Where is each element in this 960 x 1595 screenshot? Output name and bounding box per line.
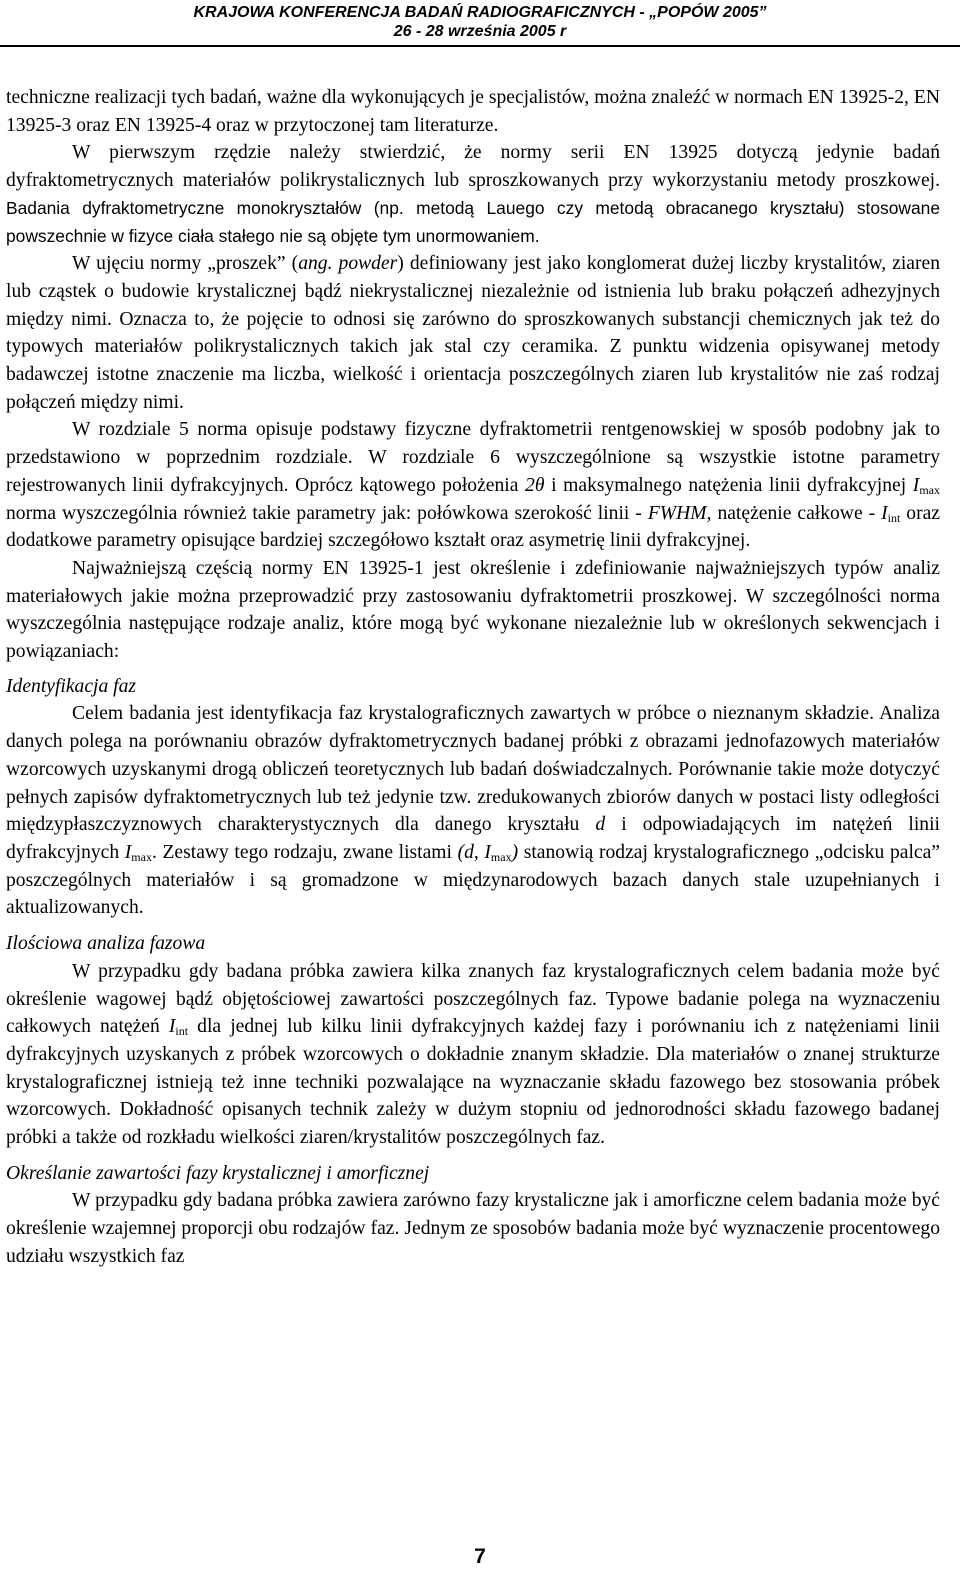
paragraph-continuation <box>6 84 940 139</box>
paragraph-text: norma wyszczególnia również takie parametry jak: połówkowa szerokość linii - <box>6 502 648 524</box>
paragraph-text: Najważniejszą częścią normy EN 13925-1 jest określenie i zdefiniowanie najważniejszych typów analiz materiałowych jakie można przeprowadzić przy zastosowaniu dyfraktometrii proszkowej. W szczególności norma wyszczególnia następujące rodzaje analiz, które mogą być wykonane niezależnie lub w określonych sekwencjach i powiązaniach: <box>6 557 940 663</box>
paragraph-crystalline-amorphous <box>6 1187 940 1270</box>
symbol-i: I <box>124 841 132 863</box>
paragraph-text-sans: Badania dyfraktometryczne monokryształów (np. metodą Lauego czy metodą obracanego kryształu) stosowane powszechnie w fizyce ciała stałego nie są objęte tym unormowaniem. <box>6 197 940 246</box>
paragraph-text: W pierwszym rzędzie należy stwierdzić, że normy serii EN 13925 dotyczą jedynie badań dyfraktometrycznych materiałów polikrystalicznych lub sproszkowanych przy wykorzystaniu metody proszkowej. <box>6 142 940 192</box>
symbol-i: I <box>881 502 888 524</box>
paragraph-text: Celem badania jest identyfikacja faz krystalograficznych zawartych w próbce o nieznanym składzie. Analiza danych polega na porównaniu obrazów dyfraktometrycznych badanej próbki z obrazami jednofazowych materiałów wzorcowych uzyskanymi drogą obliczeń teoretycznych lub badań doświadczalnych. Porównanie takie może dotyczyć pełnych zapisów dyfraktometrycznych lub też jedynie tzw. zredukowanych zbiorów danych w postaci listy odległości międzypłaszczyznowych charakterystycznych dla danego kryształu <box>6 703 940 836</box>
symbol-d-i: (d, I <box>457 841 491 863</box>
paragraph-identification <box>6 700 940 922</box>
page-header <box>0 0 960 42</box>
paragraph-text: dla jednej lub kilku linii dyfrakcyjnych każdej fazy i porównaniu ich z natężeniami linii dyfrakcyjnych uzyskanych z próbek wzorcowych o dokładnie znanym składzie. Dla materiałów o znanej strukturze krystalograficznej istnieją też inne techniki pozwalające na wyznaczanie składu fazowego bez stosowania próbek wzorcowych. Dokładność opisanych technik zależy w dużym stopniu od jednorodności składu fazowego badanej próbki a także od rozkładu wielkości ziaren/krystalitów poszczególnych faz. <box>6 1016 940 1149</box>
conference-dates: 26 - 28 września 2005 r <box>393 23 567 40</box>
section-heading-identification: Identyfikacja faz <box>6 675 137 697</box>
conference-title: KRAJOWA KONFERENCJA BADAŃ RADIOGRAFICZNYCH - „POPÓW 2005” <box>193 4 767 21</box>
paragraph-italic: ang. powder <box>298 253 398 275</box>
paragraph-quantitative <box>6 958 940 1152</box>
subscript-max: max <box>490 849 512 864</box>
symbol-i: I <box>168 1016 176 1038</box>
paragraph-text: techniczne realizacji tych badań, ważne dla wykonujących je specjalistów, można znaleźć w normach EN 13925-2, EN 13925-3 oraz EN 13925-4 oraz w przytoczonej tam literaturze. <box>6 87 940 136</box>
subscript-int: int <box>887 510 901 525</box>
paragraph-text: i maksymalnego natężenia linii dyfrakcyjnej <box>544 474 913 496</box>
paragraph-text: . Zestawy tego rodzaju, zwane listami <box>151 841 458 863</box>
subscript-int: int <box>175 1024 189 1039</box>
symbol-fwhm: FWHM <box>647 502 707 524</box>
paragraph-text: stanowią rodzaj krystalograficznego „odcisku palca” poszczególnych materiałów i są gromadzone w międzynarodowych bazach danych stale uzupełnianych i aktualizowanych. <box>6 841 940 919</box>
paragraph-chapters <box>6 416 940 555</box>
paragraph-text: W ujęciu normy „proszek” ( <box>72 253 299 275</box>
symbol-d: d <box>595 814 606 836</box>
section-heading-quantitative: Ilościowa analiza fazowa <box>6 933 206 955</box>
paragraph-text: i odpowiadających im natężeń linii dyfrakcyjnych <box>6 814 940 863</box>
paragraph-text: W przypadku gdy badana próbka zawiera zarówno fazy krystaliczne jak i amorficzne celem badania może być określenie wzajemnej proporcji obu rodzajów faz. Jednym ze sposobów badania może być wyznaczenie procentowego udziału wszystkich faz <box>6 1190 940 1267</box>
paragraph-text: W przypadku gdy badana próbka zawiera kilka znanych faz krystalograficznych celem badania może być określenie wagowej bądź objętościowej zawartości poszczególnych faz. Typowe badanie polega na wyznaczeniu całkowych natężeń <box>6 960 940 1038</box>
symbol-i: I <box>912 474 920 496</box>
symbol-paren: ) <box>511 841 519 863</box>
header-rule <box>0 45 960 47</box>
subscript-max: max <box>919 482 940 497</box>
subscript-max: max <box>131 849 152 864</box>
paragraph-text: oraz dodatkowe parametry opisujące bardziej szczegółowo kształt oraz asymetrię linii dyfrakcyjnej. <box>6 502 940 552</box>
page-body <box>6 84 940 1271</box>
paragraph-analysis-types <box>6 555 940 666</box>
page-number: 7 <box>474 1545 486 1568</box>
paragraph-text: , natężenie całkowe - <box>706 502 882 524</box>
paragraph-powder <box>6 250 940 416</box>
paragraph-text: ) definiowany jest jako konglomerat dużej liczby krystalitów, ziaren lub cząstek o budowie krystalicznej bądź niekrystalicznej niezależnie od istnienia lub braku połączeń adhezyjnych między nimi. Oznacza to, że pojęcie to odnosi się zarówno do sproszkowanych substancji chemicznych jak też do typowych materiałów polikrystalicznych takich jak stal czy ceramika. Z punktu widzenia opisywanej metody badawczej istotne znaczenie ma liczba, wielkość i orientacja poszczególnych ziaren lub krystalitów nie zaś rodzaj połączeń między nimi. <box>6 253 940 413</box>
paragraph-text: W rozdziale 5 norma opisuje podstawy fizyczne dyfraktometrii rentgenowskiej w sposób podobny jak to przedstawiono w poprzednim rozdziale. W rozdziale 6 wyszczególnione są wszystkie istotne parametry rejestrowanych linii dyfrakcyjnych. Oprócz kątowego położenia <box>6 419 940 496</box>
section-heading-crystalline-amorphous: Określanie zawartości fazy krystalicznej i amorficznej <box>6 1162 430 1184</box>
symbol-2theta: 2θ <box>525 474 545 496</box>
paragraph-scope <box>6 139 940 250</box>
